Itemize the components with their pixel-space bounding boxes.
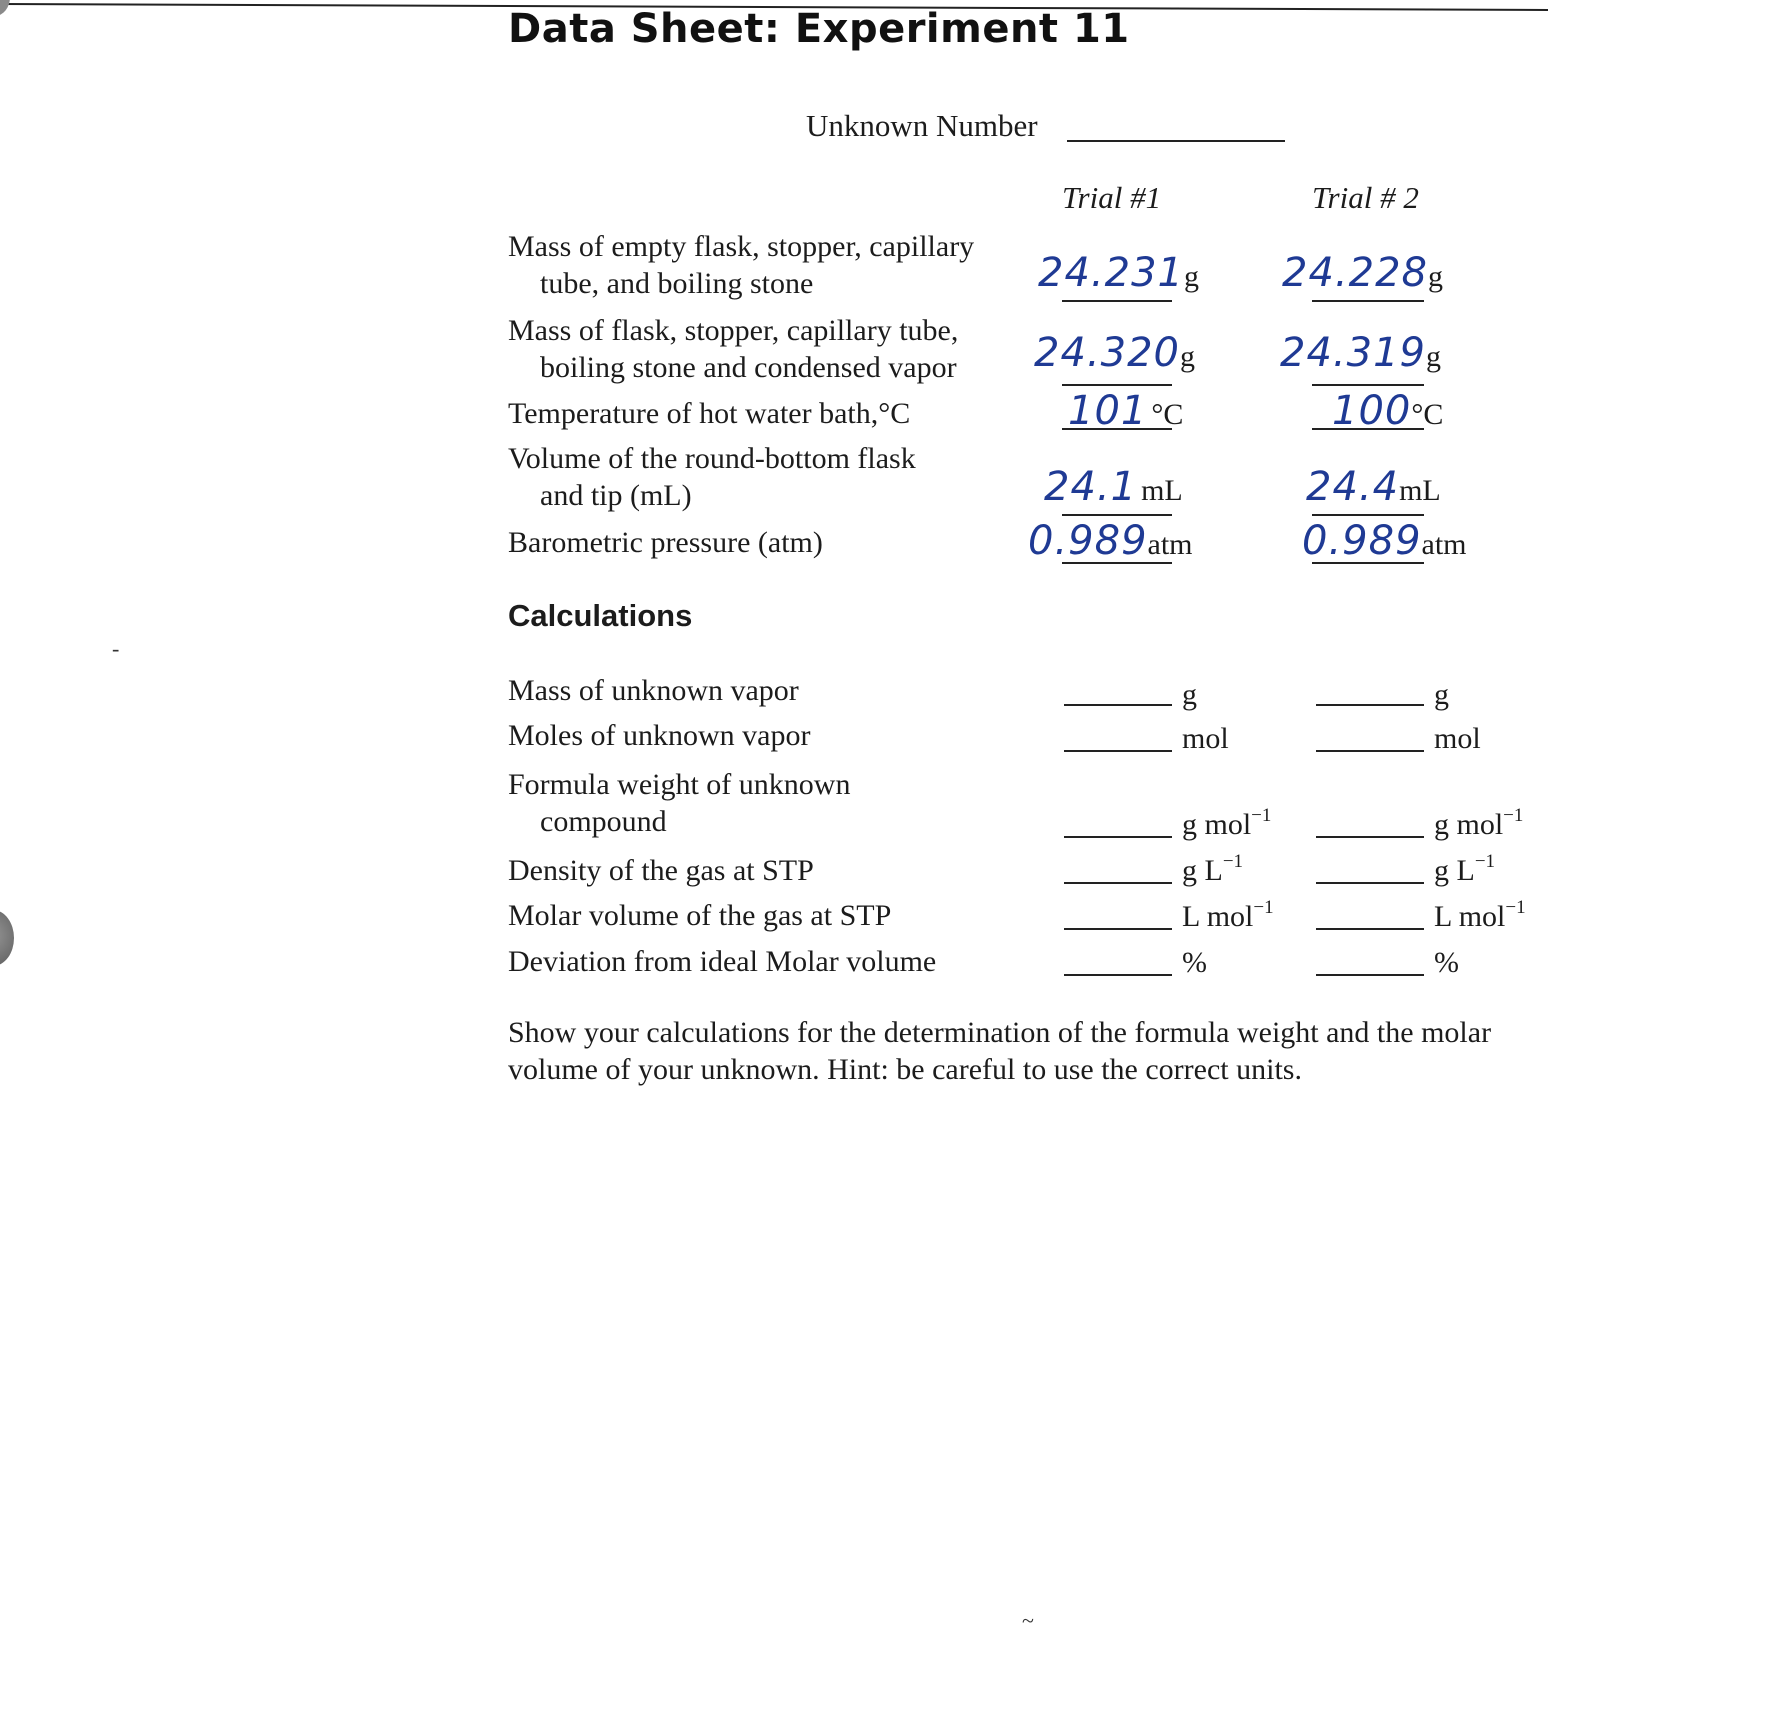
trial2-deviation-blank[interactable] bbox=[1316, 974, 1424, 976]
trial2-barometric-pressure[interactable]: 0.989atm bbox=[1302, 518, 1467, 564]
trial1-temperature-underline bbox=[1062, 428, 1172, 430]
trial1-flask-volume[interactable]: 24.1 mL bbox=[1044, 464, 1183, 510]
trial1-empty-flask-underline bbox=[1062, 300, 1172, 302]
trial1-barometric-pressure[interactable]: 0.989atm bbox=[1028, 518, 1193, 564]
punch-hole-middle bbox=[0, 910, 14, 966]
measurement-label-flask-vapor: Mass of flask, stopper, capillary tube, boiling stone and condensed vapor bbox=[508, 314, 959, 384]
trial1-molar-volume-blank[interactable] bbox=[1064, 928, 1172, 930]
trial2-temperature-underline bbox=[1312, 428, 1424, 430]
calc-label-formula-weight: Formula weight of unknown compound bbox=[508, 768, 851, 838]
trial2-volume-underline bbox=[1312, 514, 1424, 516]
unknown-number-label: Unknown Number bbox=[806, 108, 1038, 143]
trial1-mass-vapor-blank[interactable] bbox=[1064, 704, 1172, 706]
trial2-flask-vapor-mass[interactable]: 24.319g bbox=[1280, 330, 1441, 376]
trial1-moles-vapor-blank[interactable] bbox=[1064, 750, 1172, 752]
trial2-empty-flask-underline bbox=[1312, 300, 1424, 302]
calc-label-deviation: Deviation from ideal Molar volume bbox=[508, 945, 937, 978]
scan-speck: ~ bbox=[1022, 1608, 1034, 1633]
trial1-density-unit: g $L^{-1}$ bbox=[1182, 851, 1244, 887]
calc-label-mass-vapor: Mass of unknown vapor bbox=[508, 674, 799, 707]
calculations-heading: Calculations bbox=[508, 598, 693, 633]
trial2-molar-volume-unit: L mol$^{-1}$ bbox=[1434, 897, 1526, 933]
trial2-empty-flask-mass[interactable]: 24.228g bbox=[1282, 250, 1443, 296]
trial1-flask-vapor-mass[interactable]: 24.320g bbox=[1034, 330, 1195, 376]
trial1-molar-volume-unit: L mol$^{-1}$ bbox=[1182, 897, 1274, 933]
trial2-flask-vapor-underline bbox=[1312, 384, 1424, 386]
trial1-flask-vapor-underline bbox=[1062, 384, 1172, 386]
trial2-water-bath-temperature[interactable]: 100°C bbox=[1332, 388, 1444, 434]
trial2-molar-volume-blank[interactable] bbox=[1316, 928, 1424, 930]
trial1-volume-underline bbox=[1062, 514, 1172, 516]
trial2-deviation-unit: % bbox=[1434, 946, 1459, 979]
measurement-label-temperature: Temperature of hot water bath,°C bbox=[508, 397, 911, 430]
calc-label-density: Density of the gas at STP bbox=[508, 854, 814, 887]
column-header-trial-1: Trial #1 bbox=[1062, 180, 1162, 215]
calculation-instructions: Show your calculations for the determination of the formula weight and the molar volume of your unknown. Hint: be careful to use the correct units. bbox=[508, 1016, 1492, 1086]
measurement-label-volume: Volume of the round-bottom flask and tip (mL) bbox=[508, 442, 916, 512]
unknown-number-field[interactable] bbox=[1067, 140, 1285, 142]
measurement-label-empty-flask: Mass of empty flask, stopper, capillary tube, and boiling stone bbox=[508, 230, 975, 300]
scan-speck: - bbox=[112, 636, 120, 661]
trial2-moles-vapor-unit: mol bbox=[1434, 722, 1481, 755]
trial2-formula-weight-blank[interactable] bbox=[1316, 836, 1424, 838]
calc-label-molar-volume: Molar volume of the gas at STP bbox=[508, 899, 892, 932]
trial2-pressure-underline bbox=[1312, 562, 1424, 564]
measurement-label-pressure: Barometric pressure (atm) bbox=[508, 526, 823, 559]
trial2-density-blank[interactable] bbox=[1316, 882, 1424, 884]
trial2-density-unit: g $L^{-1}$ bbox=[1434, 851, 1496, 887]
trial1-empty-flask-mass[interactable]: 24.231g bbox=[1038, 250, 1199, 296]
trial2-flask-volume[interactable]: 24.4mL bbox=[1306, 464, 1441, 510]
trial1-density-blank[interactable] bbox=[1064, 882, 1172, 884]
column-header-trial-2: Trial # 2 bbox=[1312, 180, 1419, 215]
trial2-mass-vapor-blank[interactable] bbox=[1316, 704, 1424, 706]
trial1-moles-vapor-unit: mol bbox=[1182, 722, 1229, 755]
trial1-formula-weight-blank[interactable] bbox=[1064, 836, 1172, 838]
trial2-moles-vapor-blank[interactable] bbox=[1316, 750, 1424, 752]
trial1-deviation-unit: % bbox=[1182, 946, 1207, 979]
calc-label-moles-vapor: Moles of unknown vapor bbox=[508, 719, 811, 752]
page-title: Data Sheet: Experiment 11 bbox=[508, 6, 1130, 52]
trial2-mass-vapor-unit: g bbox=[1434, 678, 1449, 711]
trial1-mass-vapor-unit: g bbox=[1182, 678, 1197, 711]
trial1-pressure-underline bbox=[1062, 562, 1172, 564]
trial1-water-bath-temperature[interactable]: 101 °C bbox=[1068, 388, 1184, 434]
trial2-formula-weight-unit: g mol$^{-1}$ bbox=[1434, 805, 1524, 841]
trial1-deviation-blank[interactable] bbox=[1064, 974, 1172, 976]
trial1-formula-weight-unit: g mol$^{-1}$ bbox=[1182, 805, 1272, 841]
